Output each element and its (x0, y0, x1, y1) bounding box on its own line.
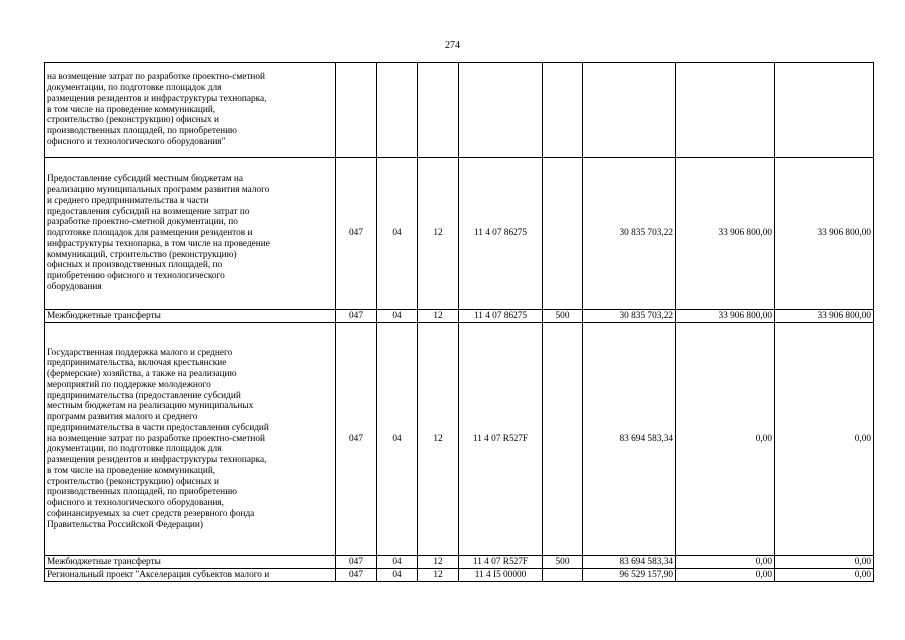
row-amount-1: 83 694 583,34 (583, 323, 676, 556)
row-ministry-code (336, 63, 377, 158)
row-amount-3 (775, 63, 874, 158)
row-expense-type: 500 (543, 310, 583, 323)
row-amount-2: 0,00 (676, 569, 775, 582)
table-row (45, 556, 874, 569)
row-subsection-code (418, 63, 459, 158)
row-description: на возмещение затрат по разработке проектно-сметной документации, по подготовке площадок для размещения резидентов и инфраструктуры технопарка, в том числе на проведение коммуникаций, строительство (реконструкцию) офисных и производственных площадей, по приобретению офисного и технологического оборудования" (45, 63, 336, 158)
table-row (45, 323, 874, 556)
row-expense-type (543, 158, 583, 310)
row-expense-type: 500 (543, 556, 583, 569)
row-amount-1: 30 835 703,22 (583, 310, 676, 323)
table-row (45, 158, 874, 310)
row-subsection-code: 12 (418, 569, 459, 582)
row-amount-2 (676, 63, 775, 158)
row-target-code: 11 4 07 R527F (459, 323, 543, 556)
row-ministry-code: 047 (336, 556, 377, 569)
row-description: Региональный проект "Акселерация субъектов малого и (45, 569, 336, 582)
row-section-code: 04 (377, 310, 418, 323)
row-ministry-code: 047 (336, 569, 377, 582)
row-target-code: 11 4 07 86275 (459, 310, 543, 323)
row-expense-type (543, 569, 583, 582)
row-subsection-code: 12 (418, 556, 459, 569)
page-number: 274 (445, 40, 460, 51)
table-row (45, 569, 874, 582)
row-description: Межбюджетные трансферты (45, 310, 336, 323)
row-section-code: 04 (377, 158, 418, 310)
row-expense-type (543, 323, 583, 556)
row-amount-1: 30 835 703,22 (583, 158, 676, 310)
row-amount-2: 0,00 (676, 556, 775, 569)
row-expense-type (543, 63, 583, 158)
row-subsection-code: 12 (418, 158, 459, 310)
table-row (45, 310, 874, 323)
row-amount-3: 33 906 800,00 (775, 158, 874, 310)
row-section-code: 04 (377, 556, 418, 569)
row-target-code: 11 4 07 R527F (459, 556, 543, 569)
row-subsection-code: 12 (418, 310, 459, 323)
row-amount-1: 83 694 583,34 (583, 556, 676, 569)
row-amount-1 (583, 63, 676, 158)
row-amount-1: 96 529 157,90 (583, 569, 676, 582)
row-description: Межбюджетные трансферты (45, 556, 336, 569)
row-ministry-code: 047 (336, 310, 377, 323)
row-section-code: 04 (377, 569, 418, 582)
row-target-code: 11 4 I5 00000 (459, 569, 543, 582)
row-amount-3: 33 906 800,00 (775, 310, 874, 323)
row-section-code (377, 63, 418, 158)
row-target-code: 11 4 07 86275 (459, 158, 543, 310)
row-ministry-code: 047 (336, 323, 377, 556)
row-amount-3: 0,00 (775, 569, 874, 582)
row-amount-3: 0,00 (775, 323, 874, 556)
row-amount-2: 33 906 800,00 (676, 310, 775, 323)
row-amount-3: 0,00 (775, 556, 874, 569)
table-row (45, 63, 874, 158)
row-ministry-code: 047 (336, 158, 377, 310)
row-description: Государственная поддержка малого и среднего предпринимательства, включая крестьянские (фермерские) хозяйства, а также на реализацию мероприятий по поддержке молодежного предпринимательства (предоставление субсидий местным бюджетам на реализацию муниципальных программ развития малого и среднего предпринимательства в части предоставления субсидий на возмещение затрат по разработке проектно-сметной документации, по подготовке площадок для размещения резидентов и инфраструктуры технопарка, в том числе на проведение коммуникаций, строительство (реконструкцию) офисных и производственных площадей, по приобретению офисного и технологического оборудования, софинансируемых за счет средств резервного фонда Правительства Российской Федерации) (45, 323, 336, 556)
budget-table (44, 62, 874, 582)
row-amount-2: 33 906 800,00 (676, 158, 775, 310)
row-section-code: 04 (377, 323, 418, 556)
row-target-code (459, 63, 543, 158)
row-amount-2: 0,00 (676, 323, 775, 556)
row-subsection-code: 12 (418, 323, 459, 556)
row-description: Предоставление субсидий местным бюджетам на реализацию муниципальных программ развития малого и среднего предпринимательства в части предоставления субсидий на возмещение затрат по разработке проектно-сметной документации, по подготовке площадок для размещения резидентов и инфраструктуры технопарка, в том числе на проведение коммуникаций, строительство (реконструкцию) офисных и производственных площадей, по приобретению офисного и технологического оборудования (45, 158, 336, 310)
